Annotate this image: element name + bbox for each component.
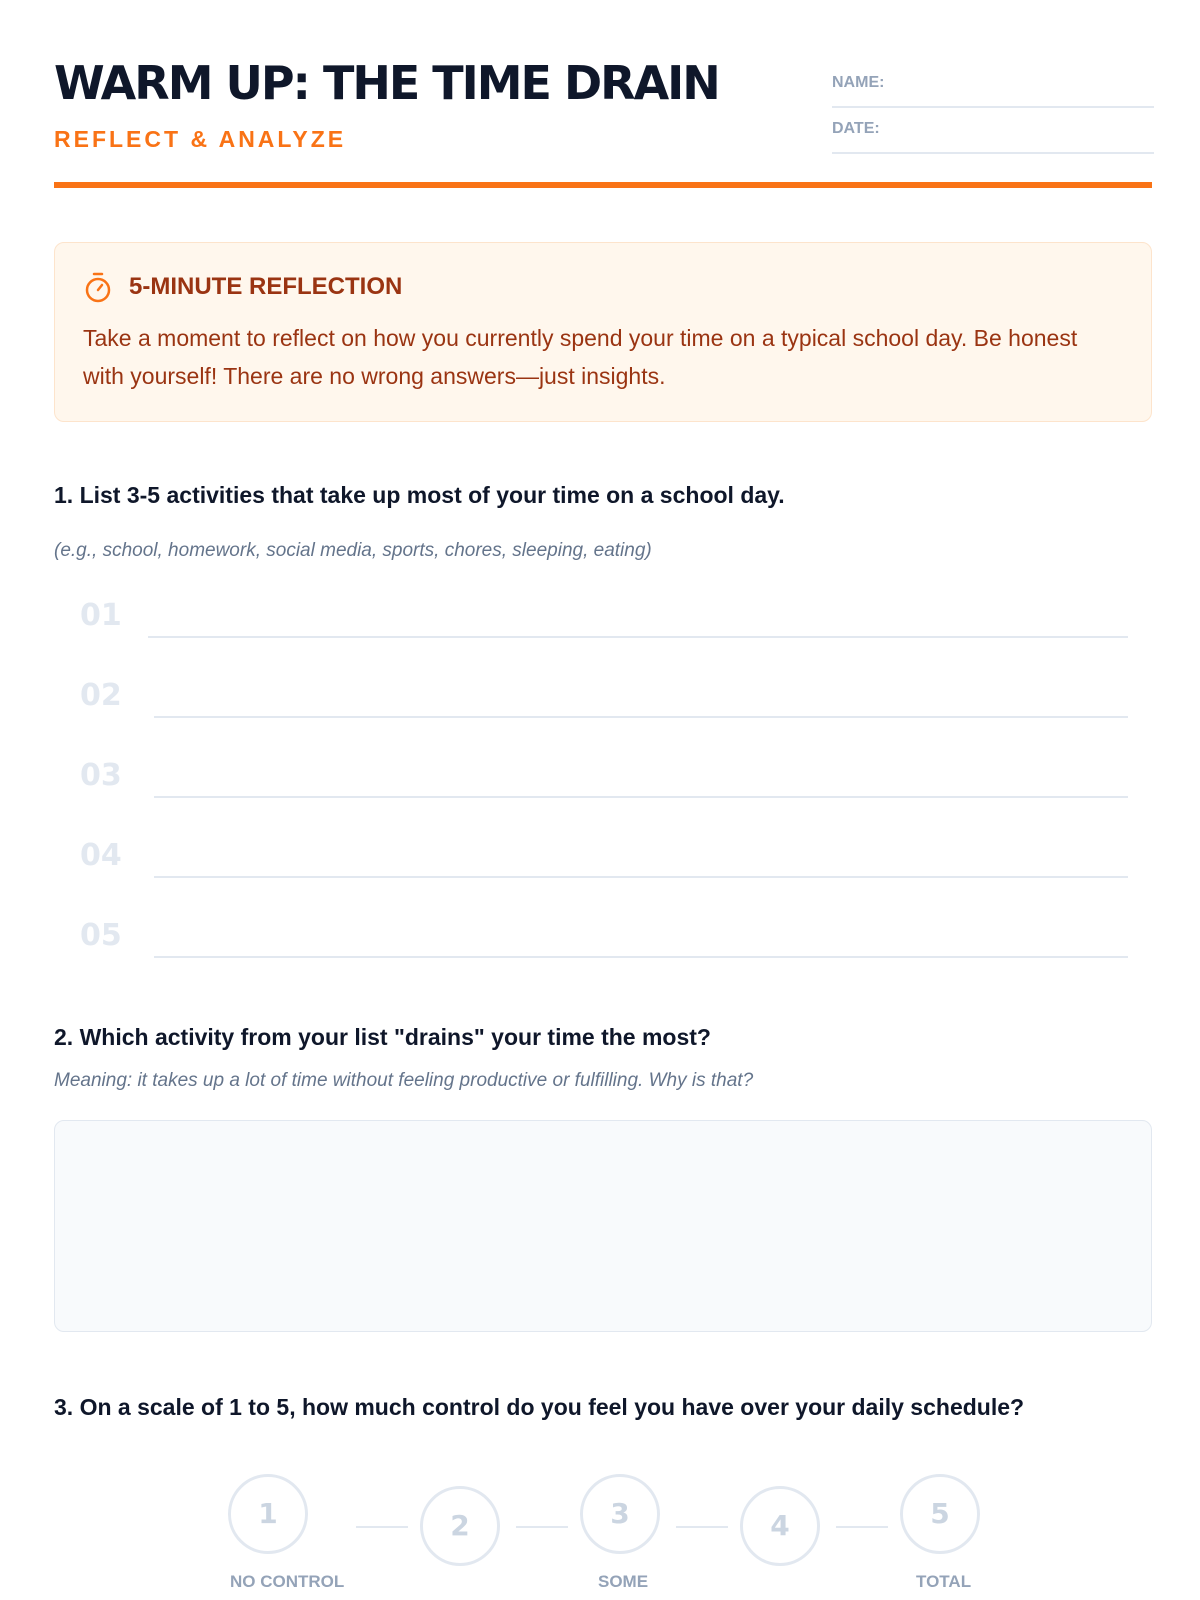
question-2-hint: Meaning: it takes up a lot of time without feeling productive or fulfilling. Why is that? <box>54 1070 754 1091</box>
name-label: NAME: <box>832 74 885 91</box>
line-number: 01 <box>80 598 122 633</box>
scale-label-mid: SOME <box>598 1572 649 1591</box>
date-field[interactable] <box>832 120 1154 154</box>
scale-connector <box>836 1526 888 1528</box>
rating-option-3[interactable]: 3 <box>580 1474 660 1554</box>
answer-box[interactable] <box>54 1120 1152 1332</box>
question-2: 2. Which activity from your list "drains" your time the most? <box>54 1024 711 1050</box>
question-1: 1. List 3-5 activities that take up most of your time on a school day. <box>54 482 785 508</box>
reflection-callout <box>54 242 1152 422</box>
activity-line[interactable] <box>54 910 1128 990</box>
question-3: 3. On a scale of 1 to 5, how much control do you feel you have over your daily schedule? <box>54 1394 1025 1420</box>
question-1-hint: (e.g., school, homework, social media, sports, chores, sleeping, eating) <box>54 540 652 561</box>
line-number: 05 <box>80 918 122 953</box>
line-number: 04 <box>80 838 122 873</box>
line-number: 02 <box>80 678 122 713</box>
worksheet-header <box>54 54 1152 190</box>
line-number: 03 <box>80 758 122 793</box>
activity-line[interactable] <box>54 670 1128 750</box>
activity-list <box>54 590 1128 990</box>
write-line[interactable] <box>148 636 1128 638</box>
rating-option-4[interactable]: 4 <box>740 1486 820 1566</box>
activity-line[interactable] <box>54 590 1128 670</box>
write-line[interactable] <box>154 796 1128 798</box>
control-rating-scale <box>210 1474 990 1594</box>
header-divider <box>54 182 1152 188</box>
stopwatch-icon <box>83 271 113 305</box>
write-line[interactable] <box>154 956 1128 958</box>
scale-connector <box>516 1526 568 1528</box>
scale-label-high: TOTAL <box>916 1572 972 1591</box>
rating-option-5[interactable]: 5 <box>900 1474 980 1554</box>
rating-option-2[interactable]: 2 <box>420 1486 500 1566</box>
callout-body: Take a moment to reflect on how you currently spend your time on a typical school day. Be honest with yourself! There are no wrong answers—just insights. <box>83 325 1078 389</box>
callout-title: 5-MINUTE REFLECTION <box>129 273 403 300</box>
name-field[interactable] <box>832 74 1154 108</box>
date-label: DATE: <box>832 120 880 137</box>
scale-label-low: NO CONTROL <box>230 1572 345 1591</box>
write-line[interactable] <box>154 716 1128 718</box>
rating-option-1[interactable]: 1 <box>228 1474 308 1554</box>
page-subtitle: REFLECT & ANALYZE <box>54 126 347 152</box>
activity-line[interactable] <box>54 830 1128 910</box>
write-line[interactable] <box>154 876 1128 878</box>
page-title: WARM UP: THE TIME DRAIN <box>54 56 719 110</box>
scale-connector <box>356 1526 408 1528</box>
scale-connector <box>676 1526 728 1528</box>
activity-line[interactable] <box>54 750 1128 830</box>
